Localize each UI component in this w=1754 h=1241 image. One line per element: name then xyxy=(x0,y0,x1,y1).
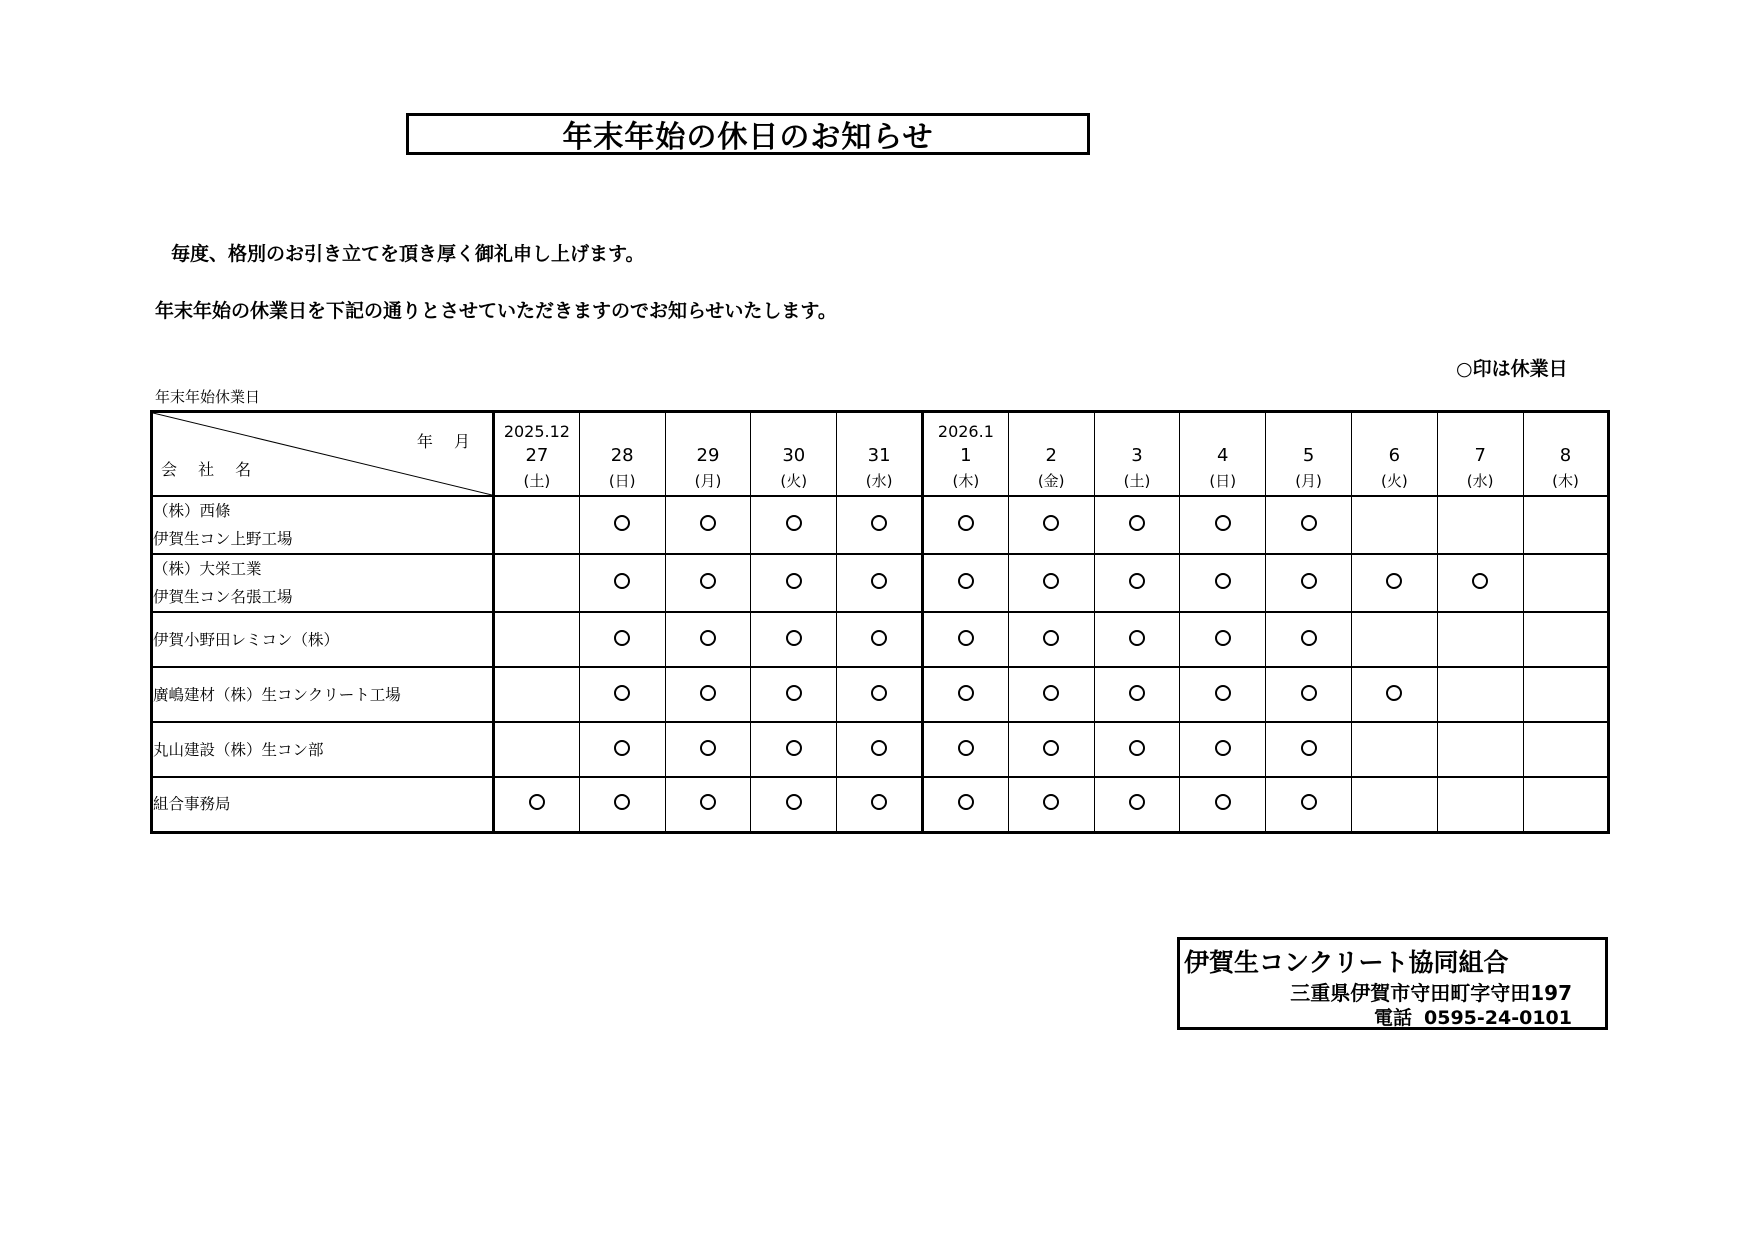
year-month-label xyxy=(1009,420,1094,443)
holiday-circle-icon xyxy=(1301,740,1317,756)
weekday-label: (土) xyxy=(523,471,551,490)
year-month-label xyxy=(580,420,665,443)
year-month-label xyxy=(666,420,751,443)
date-header-cell xyxy=(1180,412,1266,497)
day-label: 8 xyxy=(1559,444,1572,466)
date-header-cell xyxy=(1266,412,1352,497)
holiday-cell xyxy=(494,554,580,612)
holiday-circle-icon xyxy=(871,630,887,646)
weekday-label: (水) xyxy=(1466,471,1494,490)
day-label: 7 xyxy=(1474,444,1486,466)
holiday-circle-icon xyxy=(1043,740,1059,756)
holiday-circle-icon xyxy=(786,573,802,589)
date-header-cell xyxy=(665,412,751,497)
company-name-cell xyxy=(152,554,494,612)
company-name-line: （株）西條 xyxy=(153,502,231,520)
holiday-circle-icon xyxy=(1043,794,1059,810)
holiday-cell xyxy=(665,667,751,722)
weekday-label: (土) xyxy=(1123,471,1151,490)
holiday-cell xyxy=(751,777,837,832)
holiday-circle-icon xyxy=(958,573,974,589)
company-name-line: 伊賀小野田レミコン（株） xyxy=(153,630,340,649)
holiday-cell xyxy=(1266,496,1352,554)
holiday-circle-icon xyxy=(614,630,630,646)
holiday-circle-icon xyxy=(614,740,630,756)
holiday-cell xyxy=(837,554,923,612)
holiday-cell xyxy=(751,722,837,777)
holiday-circle-icon xyxy=(1043,515,1059,531)
weekday-label: (月) xyxy=(694,471,722,490)
holiday-cell xyxy=(1351,722,1437,777)
holiday-circle-icon xyxy=(614,515,630,531)
holiday-cell xyxy=(1008,667,1094,722)
holiday-cell xyxy=(1437,777,1523,832)
holiday-circle-icon xyxy=(958,685,974,701)
holiday-cell xyxy=(1437,554,1523,612)
day-label: 30 xyxy=(782,444,806,466)
holiday-circle-icon xyxy=(1386,685,1402,701)
notice-title: 年末年始の休日のお知らせ xyxy=(406,113,1090,155)
holiday-circle-icon xyxy=(871,794,887,810)
date-header-cell xyxy=(1094,412,1180,497)
holiday-circle-icon xyxy=(1301,685,1317,701)
holiday-cell xyxy=(837,722,923,777)
holiday-circle-icon xyxy=(1129,573,1145,589)
holiday-circle-icon xyxy=(700,515,716,531)
holiday-cell xyxy=(1094,722,1180,777)
company-row xyxy=(152,722,1609,777)
holiday-cell xyxy=(837,496,923,554)
company-name-line: 組合事務局 xyxy=(153,795,231,814)
holiday-circle-icon xyxy=(1301,630,1317,646)
holiday-cell xyxy=(1523,496,1609,554)
holiday-cell xyxy=(1523,777,1609,832)
organization-address: 三重県伊賀市守田町字守田197 xyxy=(1290,981,1572,1005)
holiday-cell xyxy=(837,777,923,832)
holiday-circle-icon xyxy=(786,630,802,646)
holiday-cell xyxy=(1523,612,1609,667)
day-label: 5 xyxy=(1302,444,1315,466)
holiday-cell xyxy=(837,667,923,722)
holiday-cell xyxy=(1523,667,1609,722)
holiday-cell xyxy=(1180,777,1266,832)
company-name-line: 廣嶋建材（株）生コンクリート工場 xyxy=(153,685,401,704)
holiday-cell xyxy=(579,722,665,777)
year-month-label xyxy=(1266,420,1351,443)
day-label: 31 xyxy=(867,444,891,466)
holiday-circle-icon xyxy=(1215,740,1231,756)
holiday-cell xyxy=(494,496,580,554)
holiday-table xyxy=(150,410,1610,834)
holiday-circle-icon xyxy=(1215,515,1231,531)
holiday-cell xyxy=(922,554,1008,612)
year-month-label xyxy=(751,420,836,443)
date-header-cell xyxy=(922,412,1008,497)
company-name-line: 伊賀生コン上野工場 xyxy=(153,530,293,548)
holiday-cell xyxy=(1437,496,1523,554)
holiday-cell xyxy=(751,554,837,612)
holiday-cell xyxy=(922,667,1008,722)
holiday-cell xyxy=(494,667,580,722)
corner-company-label: 会 社 名 xyxy=(161,460,260,479)
holiday-circle-icon xyxy=(871,685,887,701)
company-name-cell xyxy=(152,612,494,667)
company-name-cell xyxy=(152,722,494,777)
holiday-cell xyxy=(1008,777,1094,832)
holiday-cell xyxy=(1266,667,1352,722)
phone-number: 0595-24-0101 xyxy=(1424,1007,1572,1029)
holiday-cell xyxy=(494,612,580,667)
day-label: 28 xyxy=(610,444,634,466)
holiday-cell xyxy=(1094,612,1180,667)
holiday-cell xyxy=(1437,612,1523,667)
holiday-circle-icon xyxy=(1129,740,1145,756)
company-row xyxy=(152,667,1609,722)
day-label: 27 xyxy=(525,444,549,466)
weekday-label: (金) xyxy=(1037,471,1065,490)
holiday-circle-icon xyxy=(1043,573,1059,589)
weekday-label: (木) xyxy=(1552,471,1579,490)
holiday-circle-icon xyxy=(1129,794,1145,810)
date-header-cell xyxy=(579,412,665,497)
holiday-circle-icon xyxy=(871,573,887,589)
holiday-cell xyxy=(1351,496,1437,554)
holiday-cell xyxy=(922,777,1008,832)
holiday-cell xyxy=(1008,612,1094,667)
holiday-circle-icon xyxy=(614,573,630,589)
weekday-label: (日) xyxy=(1209,471,1237,490)
holiday-circle-icon xyxy=(1301,515,1317,531)
organization-box xyxy=(1177,937,1608,1030)
holiday-circle-icon xyxy=(1215,630,1231,646)
holiday-cell xyxy=(579,612,665,667)
holiday-circle-icon xyxy=(1129,630,1145,646)
holiday-circle-icon xyxy=(1301,573,1317,589)
holiday-circle-icon xyxy=(786,515,802,531)
holiday-circle-icon xyxy=(1215,573,1231,589)
day-label: 29 xyxy=(696,444,720,466)
holiday-cell xyxy=(1266,777,1352,832)
day-label: 1 xyxy=(960,444,972,466)
holiday-legend: ○印は休業日 xyxy=(1456,358,1568,380)
holiday-circle-icon xyxy=(871,515,887,531)
company-row xyxy=(152,496,1609,554)
holiday-cell xyxy=(665,612,751,667)
weekday-label: (火) xyxy=(780,471,808,490)
holiday-circle-icon xyxy=(958,515,974,531)
holiday-cell xyxy=(1437,722,1523,777)
company-name-cell xyxy=(152,777,494,832)
holiday-cell xyxy=(1180,722,1266,777)
company-name-cell xyxy=(152,496,494,554)
holiday-circle-icon xyxy=(871,740,887,756)
holiday-cell xyxy=(665,496,751,554)
day-label: 6 xyxy=(1388,444,1401,466)
year-month-label xyxy=(1352,420,1437,443)
holiday-cell xyxy=(1094,777,1180,832)
weekday-label: (月) xyxy=(1295,471,1322,490)
company-name-line: （株）大栄工業 xyxy=(153,560,262,578)
holiday-circle-icon xyxy=(1386,573,1402,589)
year-month-label: 2026.1 xyxy=(937,421,994,441)
year-month-label xyxy=(1524,420,1608,443)
year-month-label: 2025.12 xyxy=(503,421,570,441)
holiday-cell xyxy=(1180,667,1266,722)
year-month-label xyxy=(837,420,921,443)
holiday-circle-icon xyxy=(614,685,630,701)
date-header-cell xyxy=(1523,412,1609,497)
holiday-cell xyxy=(1351,612,1437,667)
holiday-cell xyxy=(579,667,665,722)
year-month-label xyxy=(1180,420,1265,443)
date-header-cell xyxy=(1437,412,1523,497)
holiday-cell xyxy=(1008,554,1094,612)
holiday-cell xyxy=(1523,722,1609,777)
organization-phone xyxy=(1374,1003,1572,1030)
holiday-cell xyxy=(1351,554,1437,612)
day-label: 4 xyxy=(1217,444,1229,466)
notice-text: 年末年始の休業日を下記の通りとさせていただきますのでお知らせいたします。 xyxy=(155,300,837,322)
company-row xyxy=(152,554,1609,612)
holiday-circle-icon xyxy=(700,685,716,701)
holiday-cell xyxy=(1008,496,1094,554)
holiday-cell xyxy=(1180,496,1266,554)
holiday-circle-icon xyxy=(1472,573,1488,589)
weekday-label: (木) xyxy=(952,471,980,490)
holiday-cell xyxy=(922,612,1008,667)
year-month-label xyxy=(1438,420,1523,443)
holiday-circle-icon xyxy=(700,794,716,810)
holiday-circle-icon xyxy=(1215,685,1231,701)
holiday-circle-icon xyxy=(700,573,716,589)
holiday-circle-icon xyxy=(786,685,802,701)
day-label: 2 xyxy=(1045,444,1057,466)
date-header-cell xyxy=(1008,412,1094,497)
date-header-cell xyxy=(494,412,580,497)
holiday-cell xyxy=(1180,612,1266,667)
holiday-cell xyxy=(751,667,837,722)
holiday-cell xyxy=(665,554,751,612)
holiday-circle-icon xyxy=(1043,630,1059,646)
holiday-circle-icon xyxy=(529,794,545,810)
weekday-label: (日) xyxy=(608,471,636,490)
weekday-label: (水) xyxy=(865,471,893,490)
holiday-cell xyxy=(1523,554,1609,612)
year-month-label xyxy=(1095,420,1180,443)
holiday-cell xyxy=(837,612,923,667)
holiday-circle-icon xyxy=(1129,685,1145,701)
weekday-label: (火) xyxy=(1381,471,1408,490)
corner-year-month-label: 年 月 xyxy=(416,432,478,451)
date-header-cell xyxy=(751,412,837,497)
holiday-cell xyxy=(579,777,665,832)
day-label: 3 xyxy=(1131,444,1143,466)
holiday-circle-icon xyxy=(614,794,630,810)
holiday-cell xyxy=(494,722,580,777)
holiday-cell xyxy=(922,496,1008,554)
company-name-line: 丸山建設（株）生コン部 xyxy=(153,740,324,759)
phone-label: 電話 xyxy=(1374,1007,1413,1029)
holiday-circle-icon xyxy=(700,740,716,756)
corner-header-cell xyxy=(152,412,494,497)
holiday-cell xyxy=(579,496,665,554)
holiday-cell xyxy=(1266,554,1352,612)
holiday-cell xyxy=(751,496,837,554)
holiday-cell xyxy=(494,777,580,832)
greeting-text: 毎度、格別のお引き立てを頂き厚く御礼申し上げます。 xyxy=(171,243,645,265)
holiday-cell xyxy=(1266,612,1352,667)
holiday-cell xyxy=(922,722,1008,777)
holiday-cell xyxy=(1008,722,1094,777)
holiday-cell xyxy=(1437,667,1523,722)
table-header-row xyxy=(152,412,1609,497)
holiday-cell xyxy=(1094,554,1180,612)
date-header-cell xyxy=(837,412,923,497)
holiday-circle-icon xyxy=(958,630,974,646)
company-name-cell xyxy=(152,667,494,722)
company-name-line: 伊賀生コン名張工場 xyxy=(153,588,293,606)
holiday-circle-icon xyxy=(1301,794,1317,810)
holiday-circle-icon xyxy=(786,740,802,756)
holiday-cell xyxy=(1266,722,1352,777)
holiday-cell xyxy=(1094,496,1180,554)
holiday-cell xyxy=(665,722,751,777)
holiday-circle-icon xyxy=(958,740,974,756)
holiday-cell xyxy=(1180,554,1266,612)
company-row xyxy=(152,612,1609,667)
company-row xyxy=(152,777,1609,832)
organization-name: 伊賀生コンクリート協同組合 xyxy=(1184,948,1509,977)
holiday-cell xyxy=(1094,667,1180,722)
diagonal-divider xyxy=(153,413,492,495)
holiday-circle-icon xyxy=(1043,685,1059,701)
holiday-cell xyxy=(579,554,665,612)
holiday-circle-icon xyxy=(1215,794,1231,810)
holiday-circle-icon xyxy=(1129,515,1145,531)
date-header-cell xyxy=(1351,412,1437,497)
table-caption: 年末年始休業日 xyxy=(155,388,261,406)
holiday-cell xyxy=(751,612,837,667)
holiday-cell xyxy=(1351,667,1437,722)
holiday-circle-icon xyxy=(700,630,716,646)
holiday-cell xyxy=(665,777,751,832)
holiday-circle-icon xyxy=(958,794,974,810)
holiday-cell xyxy=(1351,777,1437,832)
holiday-circle-icon xyxy=(786,794,802,810)
